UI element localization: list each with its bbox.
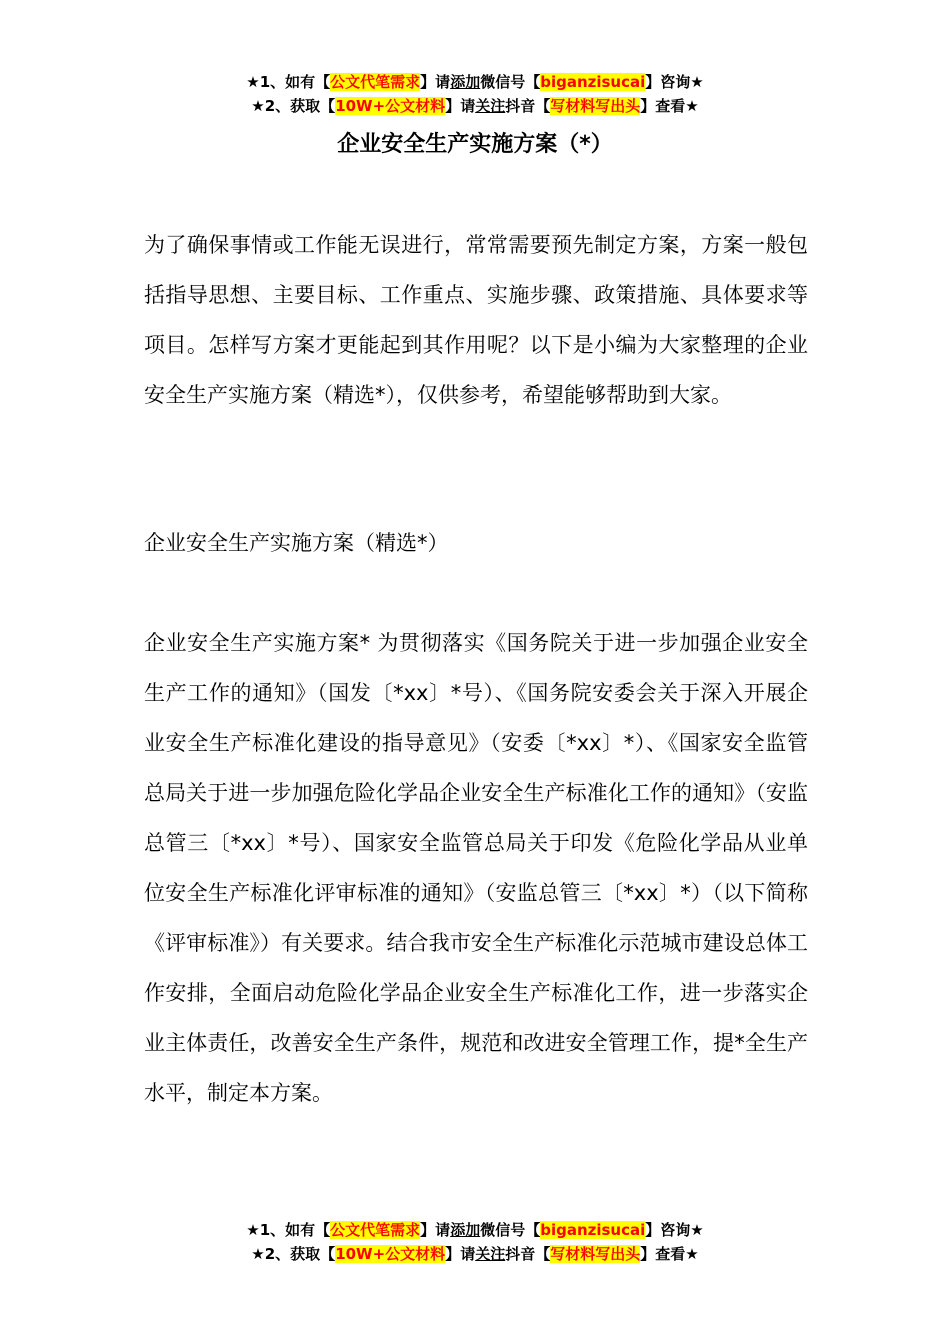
banner-highlight-douyin-id: 写材料写出头	[550, 97, 641, 115]
banner-highlight-douyin-id: 写材料写出头	[550, 1245, 641, 1263]
banner-text: 】请	[420, 1221, 451, 1239]
banner-text: ★2、获取【	[251, 97, 336, 115]
banner-text: ★2、获取【	[251, 1245, 336, 1263]
banner-highlight: 10W+公文材料	[335, 1245, 446, 1263]
banner-line-1	[0, 70, 950, 94]
banner-underline: 添加	[450, 73, 481, 91]
banner-text: 】咨询★	[645, 73, 704, 91]
document-title: 企业安全生产实施方案（*）	[337, 132, 613, 157]
banner-underline: 添加	[450, 1221, 481, 1239]
banner-text: 】查看★	[640, 1245, 699, 1263]
banner-text: 】查看★	[640, 97, 699, 115]
body-paragraph: 企业安全生产实施方案* 为贯彻落实《国务院关于进一步加强企业安全生产工作的通知》（国发〔*xx〕*号）、《国务院安委会关于深入开展企业安全生产标准化建设的指导意见》（安委〔*xx〕*）、《国家安全监管总局关于进一步加强危险化学品企业安全生产标准化工作的通知》（安监总管三〔*xx〕*号）、国家安全监管总局关于印发《危险化学品从业单位安全生产标准化评审标准的通知》（安监总管三〔*xx〕*）（以下简称《评审标准》）有关要求。结合我市安全生产标准化示范城市建设总体工作安排，全面启动危险化学品企业安全生产标准化工作，进一步落实企业主体责任，改善安全生产条件，规范和改进安全管理工作，提*全生产水平，制定本方案。	[144, 631, 808, 1105]
banner-underline: 关注	[475, 1245, 506, 1263]
banner-text: 】请	[420, 73, 451, 91]
banner-underline: 关注	[475, 97, 506, 115]
intro-paragraph: 为了确保事情或工作能无误进行，常常需要预先制定方案，方案一般包括指导思想、主要目标、工作重点、实施步骤、政策措施、具体要求等项目。怎样写方案才更能起到其作用呢？以下是小编为大家整理的企业安全生产实施方案（精选*），仅供参考，希望能够帮助到大家。	[144, 233, 808, 407]
banner-highlight: 公文代笔需求	[330, 1221, 421, 1239]
banner-highlight-wechat-id: biganzisucai	[540, 1221, 646, 1239]
banner-text: 微信号【	[480, 73, 541, 91]
subheading: 企业安全生产实施方案（精选*）	[144, 531, 449, 555]
banner-text: 】咨询★	[645, 1221, 704, 1239]
banner-line-2	[0, 1242, 950, 1266]
banner-text: 微信号【	[480, 1221, 541, 1239]
banner-highlight-wechat-id: biganzisucai	[540, 73, 646, 91]
banner-line-1	[0, 1218, 950, 1242]
banner-highlight: 公文代笔需求	[330, 73, 421, 91]
bottom-banner	[0, 1218, 950, 1266]
banner-text: 】请	[445, 97, 476, 115]
banner-line-2	[0, 94, 950, 118]
banner-text: 抖音【	[505, 97, 551, 115]
banner-text: ★1、如有【	[246, 73, 331, 91]
banner-text: 抖音【	[505, 1245, 551, 1263]
banner-highlight: 10W+公文材料	[335, 97, 446, 115]
banner-text: 】请	[445, 1245, 476, 1263]
banner-text: ★1、如有【	[246, 1221, 331, 1239]
top-banner	[0, 70, 950, 118]
